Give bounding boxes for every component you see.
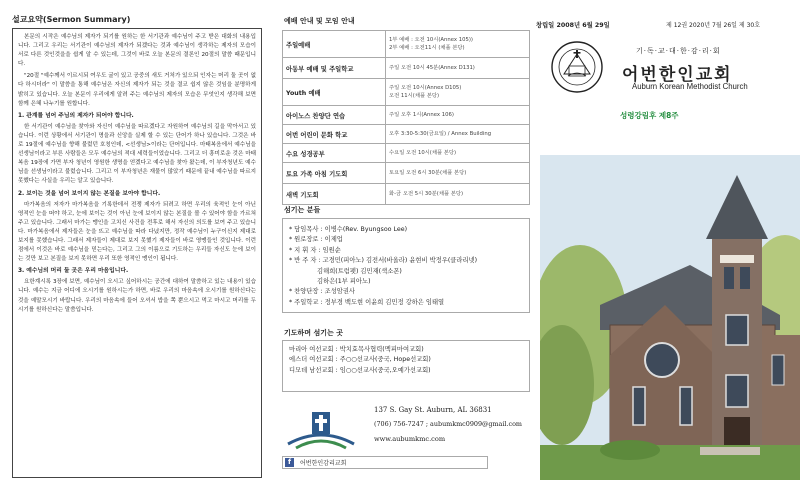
- prayer-line: 마리아 여선교회 : 박치효목사협력(멕피마여교회): [289, 346, 424, 353]
- schedule-time-line: 1부 예배 : 오전 10시(Annex 105)): [389, 37, 473, 43]
- sermon-quote: "20절 "예수께서 이르시되 여우도 굴이 있고 공중의 새도 거처가 있으되 인자는 머리 둘 곳이 없다 하시더라" 이 말씀을 통해 예수님은 자신의 제자가 되는 것을 결코 쉽지 않은 것임을 분명하게 밝히고 있습니다. 오늘 본문이 우리에게 알려 주는 예수님의 제자의 모습은 무엇인지 생각해 보면 함께 은혜 나누기를 원합니다.: [18, 73, 256, 107]
- sermon-paragraph-3: 요한계시록 3장에 보면, 예수님이 오시고 싶어하시는 공간에 대하여 말씀하고 있는 내용이 있습니다. 예수는 지금 어디에 오시기를 원하시는가 하면, 바로 우리의 마음속에 오시기를 원하신다는것을 예말모시기 바랍니다. 우리의 마음속에 들어 오셔서 밥을 쪽 뿐으시고 먹고 마시고 머리를 두시기를 원하신다는 말씀입니다.: [18, 279, 256, 313]
- prayer-box: [282, 340, 530, 392]
- schedule-time: [386, 31, 530, 58]
- schedule-time: 화-금 오전 5시 30분(채플 본당): [386, 184, 530, 205]
- servers-line: 김하은(1부 피아노): [289, 278, 371, 286]
- sermon-box: [12, 28, 262, 478]
- servers-line: * 찬양단장 : 조성암권사: [289, 288, 356, 296]
- servers-line: * 담임목사 : 이병수(Rev. Byungsoo Lee): [289, 226, 408, 233]
- schedule-name: 토요 가족 아침 기도회: [283, 163, 386, 184]
- schedule-time: 주일 오후 1시(Annex 106): [386, 106, 530, 125]
- prayer-line: 디모데 남선교회 : 임○○선교사(중국,오예가선교회): [289, 366, 431, 374]
- sermon-intro: 본문의 시작은 예수님의 제자가 되기를 원하는 한 서기관과 예수님이 주고 받은 대화의 내용입니다. 그리고 우리는 서기관이 예수님의 제자가 되겠다는 것과 예수님이 생각하는 제자의 모습이 서로 다른 것인것을을 쉽게 알 수 있는데, 그것이 바로 오늘 본문의 결론인 20절의 말씀 때문입니다.: [18, 34, 256, 68]
- sermon-paragraph-1: 한 서기관이 예수님을 찾아와 자신이 예수님을 따르겠다고 자원하여 예수님의 길을 막아서고 있습니다. 이런 상황에서 서기관이 명을과 신앙을 실제 할 수 있는 단어가 하나 있습니다. 그것은 바로 19절에 예수님을 향해 불렀던 호칭인데, <선생님>이라는 단어입니다. 마태복음에서 예수님을 선생님이라고 부른 사람들은 모두 예수님의 적대 세력들이었습니다. 그리고 더 흥미로운 것은 마태복음 19장에 가면 부자 청년이 영원한 생명을 얻겠다고 예수님을 찾아 왔는데, 이 부자청년도 예수님을 선생님이라고 불렀습니다. 그리고 이 부자청년은 재물이 많았기 때문에 끝내 예수님을 따르지 못했다는 사실을 우리는 알고 있습니다.: [18, 123, 256, 185]
- sermon-heading-1: 1. 관계를 넘어 주님의 제자가 되어야 합니다.: [18, 112, 134, 119]
- servers-box: [282, 218, 530, 313]
- table-row: [283, 31, 530, 58]
- servers-line: * 지 휘 자 : 임원순: [289, 246, 341, 254]
- phone-email-text[interactable]: (706) 756-7247 ; aubumkmc0909@gmail.com: [374, 420, 522, 428]
- schedule-name: 주일예배: [283, 31, 386, 58]
- table-row: [283, 163, 530, 184]
- website-link[interactable]: www.aubumkmc.com: [374, 435, 446, 443]
- established-date: 창립일 2008년 6월 29일: [536, 22, 610, 29]
- sermon-column: [0, 0, 272, 485]
- servers-title: 섬기는 분들: [284, 206, 321, 214]
- schedule-name: 아동부 예배 및 주일학교: [283, 58, 386, 79]
- schedule-time-line: 주일 오전 10시(Annex D105): [389, 85, 462, 91]
- table-row: [283, 58, 530, 79]
- schedule-name: 새벽 기도회: [283, 184, 386, 205]
- table-row: [283, 184, 530, 205]
- schedule-time: [386, 79, 530, 106]
- church-name-english: Auburn Korean Methodist Church: [632, 82, 748, 91]
- schedule-time: 수요일 오전 10시(채플 본당): [386, 144, 530, 163]
- schedule-time-line: 2부 예배 : 오전11시 (채플 본당): [389, 45, 465, 51]
- cover-column: [534, 0, 800, 485]
- table-row: [283, 125, 530, 144]
- table-row: [283, 79, 530, 106]
- contact-block: [282, 400, 530, 472]
- sermon-heading-3: 3. 예수님의 머리 둘 곳은 우리 마음입니다.: [18, 268, 129, 275]
- servers-line: 김해희(트럼펫) 김민재(색소폰): [289, 267, 402, 275]
- table-row: [283, 106, 530, 125]
- schedule-name: 어번 어린이 문화 학교: [283, 125, 386, 144]
- sermon-heading-2: 2. 보이는 것을 넘어 보이지 않는 본질을 보아야 합니다.: [18, 190, 161, 197]
- facebook-page-name: 어번한인감리교회: [300, 460, 347, 467]
- table-row: [283, 144, 530, 163]
- church-seal-icon: [550, 40, 604, 94]
- schedule-name: Youth 예배: [283, 79, 386, 106]
- liturgical-season: 성령강림후 제8주: [620, 111, 679, 120]
- denomination-label: 기·독·교·대·한·감·리·회: [636, 47, 721, 55]
- prayer-line: 에스더 여선교회 : 주○○선교사(중국, Hope선교회): [289, 356, 431, 364]
- servers-line: * 반 주 자 : 고경민(피아노) 김전서(바올라) 윤현비 박정우(클라리넷): [289, 257, 478, 265]
- facebook-icon: f: [285, 458, 294, 467]
- schedule-name: 수요 성경공부: [283, 144, 386, 163]
- church-name-korean: 어번한인교회: [622, 65, 733, 85]
- schedule-name: 아이노스 찬양단 연습: [283, 106, 386, 125]
- church-building-photo: [540, 155, 800, 480]
- facebook-bar[interactable]: [282, 456, 488, 469]
- prayer-title: 기도하며 섬기는 곳: [284, 329, 343, 337]
- schedule-time: 토요일 오전 6시 30분(채플 본당): [386, 163, 530, 184]
- address-text: 137 S. Gay St. Auburn, AL 36831: [374, 406, 492, 414]
- servers-line: * 주일학교 : 정부경 백도현 이윤희 김민정 강하은 임태열: [289, 298, 445, 306]
- servers-line: * 원로장로 : 이제업: [289, 236, 343, 244]
- schedule-table: [282, 30, 530, 205]
- issue-info: 제 12권 2020년 7월 26일 제 30호: [666, 22, 761, 29]
- schedule-time-line: 오전 11시(채플 본당): [389, 93, 440, 99]
- cross-church-icon: [282, 404, 360, 452]
- info-column: [272, 0, 534, 485]
- schedule-time: 주일 오전 10시 45분(Annex D131): [386, 58, 530, 79]
- sermon-paragraph-2: 마가복음의 저자가 마가복음을 기록한데서 전쟁 제자가 되려고 하면 우리의 육적인 눈이 아닌 영적인 눈을 떠야 하고, 눈에 보이는 것이 아닌 눈에 보이지 않는 본질을 볼 수 있어야 함을 가르쳐 주고 있습니다. 그래서 마가는 맹인을 고치신 사건을 전후로 해서 자신의 의도를 보여 주고 있습니다. 마가복음에서 제자들은 눈을 뜨고 예수님을 따라 다녔지만, 정작 예수님이 누구이신지 제대로 보지를 못했습니다. 그래서 제자들이 제대로 보지 못했기 제자들이 바로 영맹들인 것입니다. 이런 점에서 이것은 바로 예수님을 믿는다는, 그리고 그의 이름으로 기도하는 우리들 자신도 눈에 보이는 것만 보고 본질을 보지 못하면 우리 또한 영적인 맹인이 됩니다.: [18, 201, 256, 263]
- schedule-time: 오후 3:30-5:30(금요일) / Annex Building: [386, 125, 530, 144]
- sermon-title: 설교요약(Sermon Summary): [12, 15, 131, 24]
- schedule-title: 예배 안내 및 모임 안내: [284, 17, 355, 25]
